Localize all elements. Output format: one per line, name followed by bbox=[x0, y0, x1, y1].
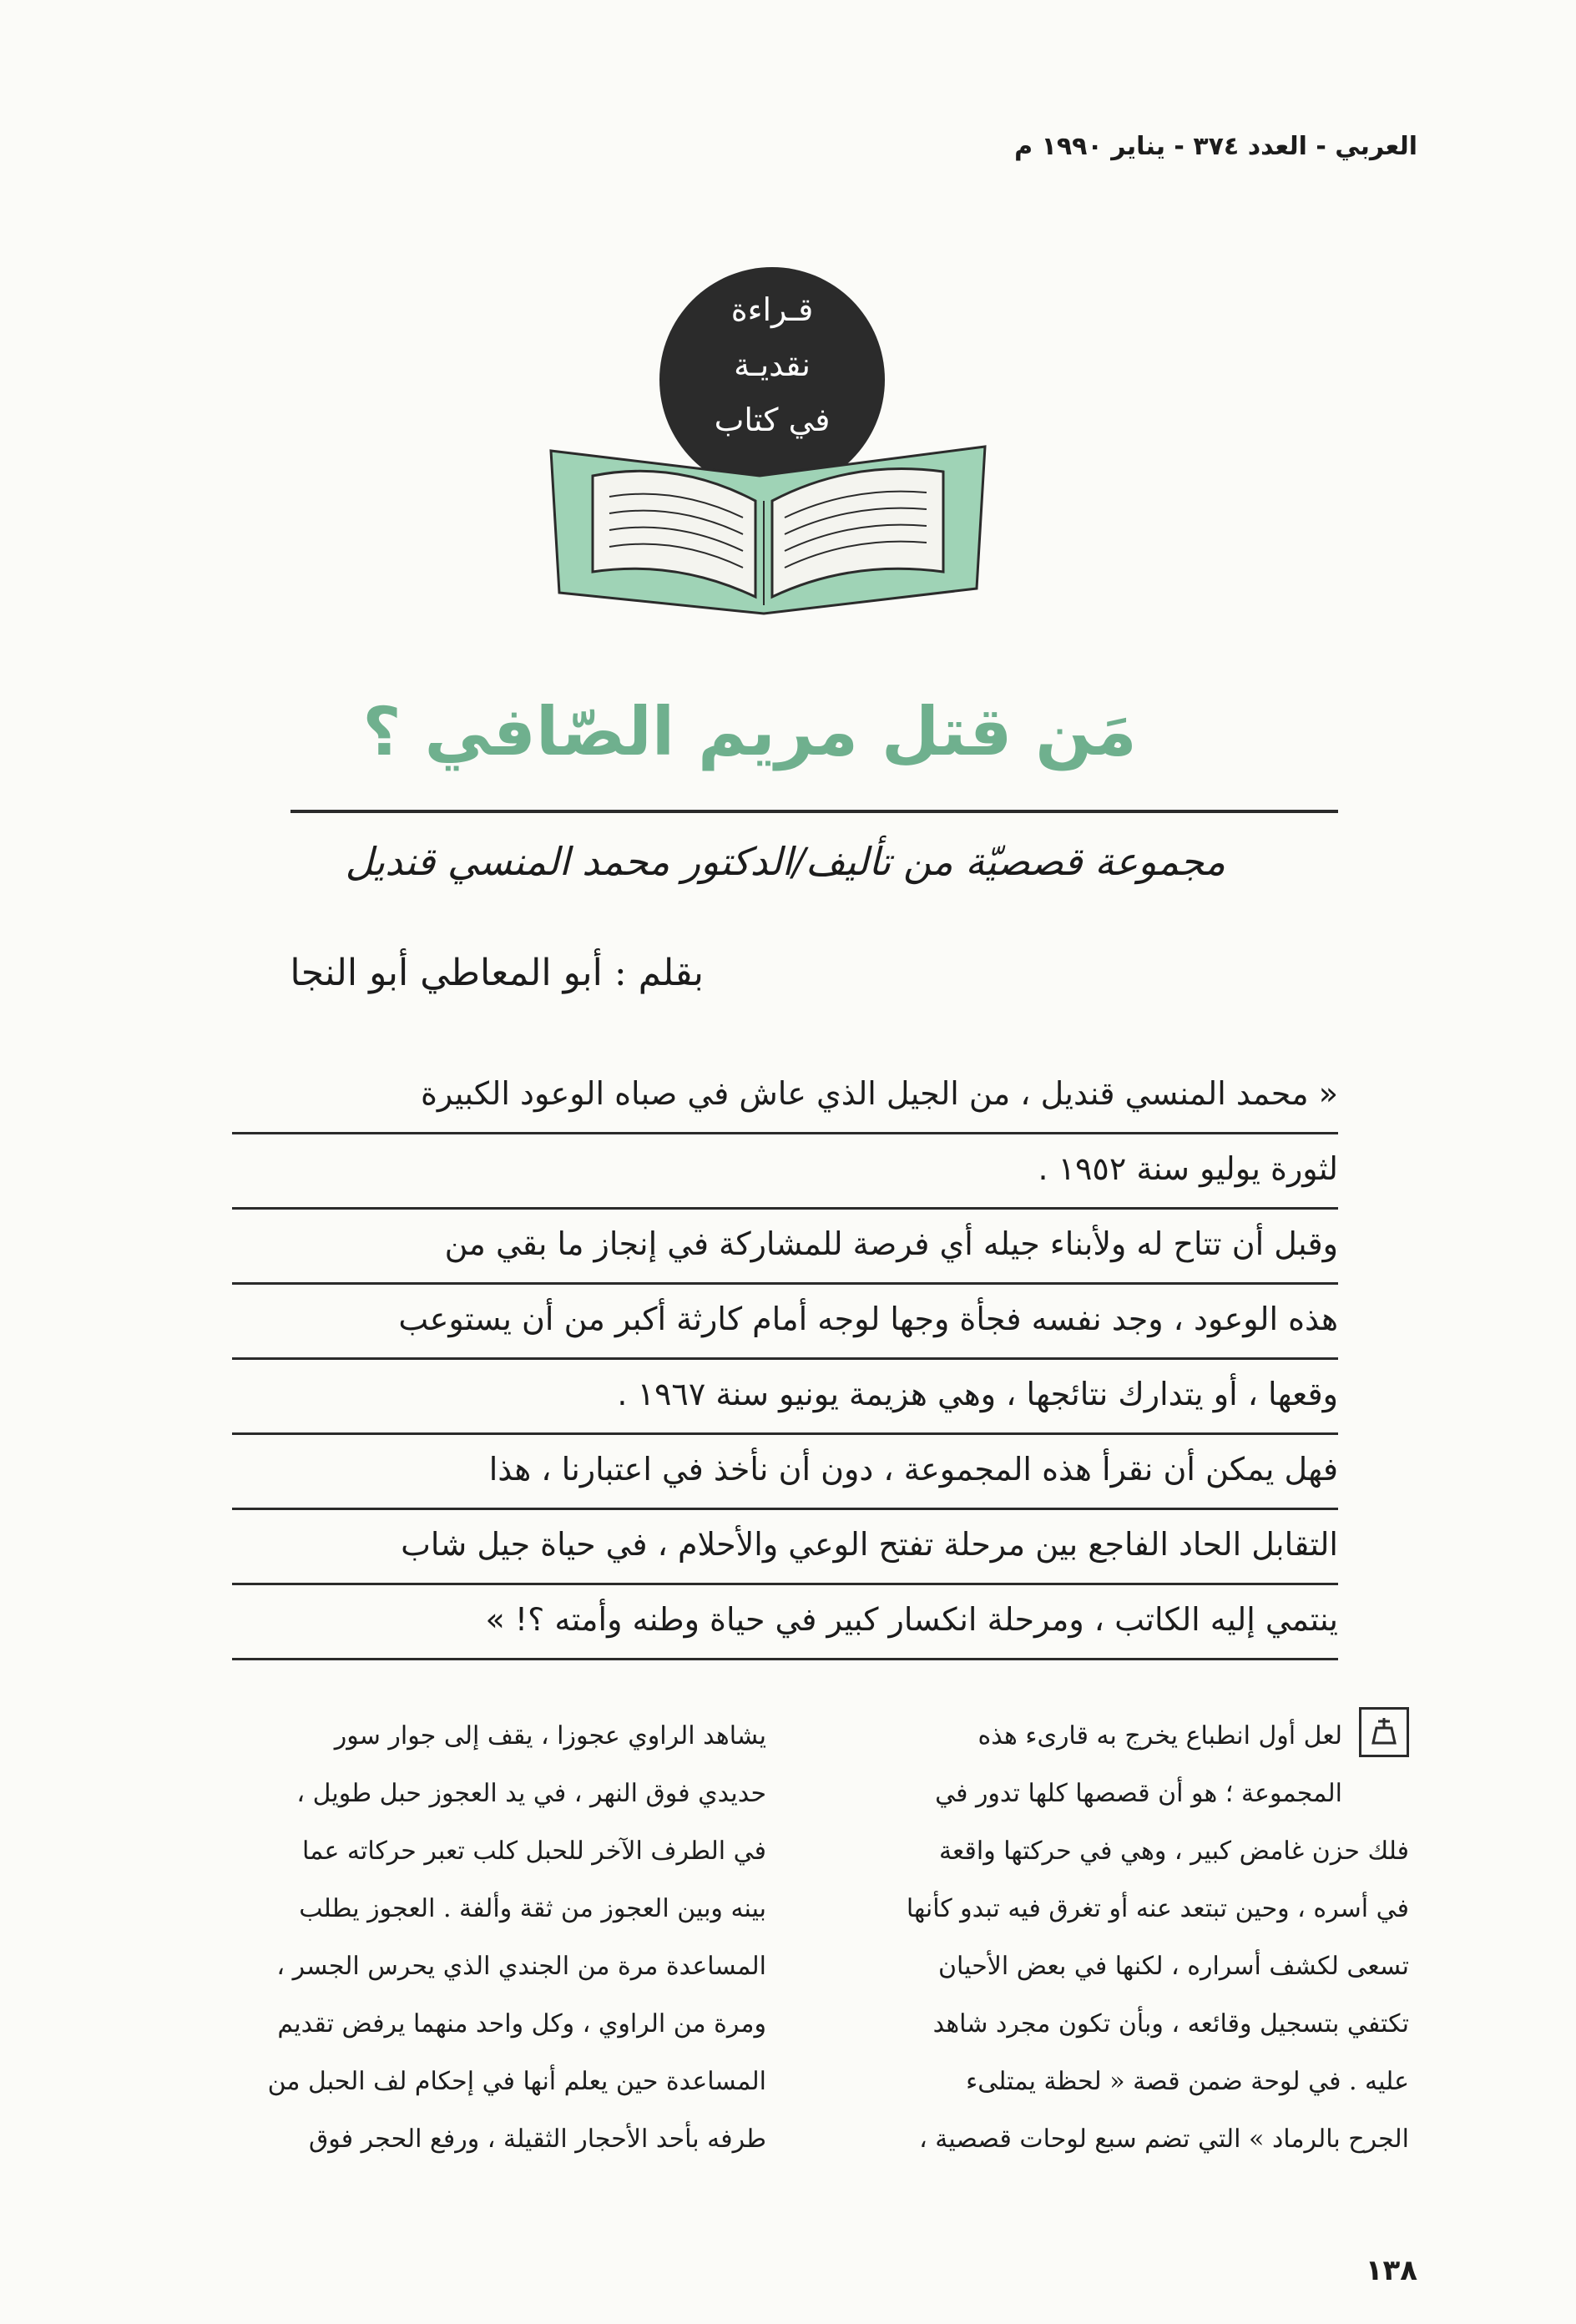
body-column-left bbox=[182, 1707, 766, 2168]
article-title: مَن قتل مريم الصّافي ؟ bbox=[362, 693, 1137, 770]
issue-header: العربي - العدد ٣٧٤ - يناير ١٩٩٠ م bbox=[1014, 132, 1417, 161]
body-line: لعل أول انطباع يخرج به قارىء هذه bbox=[977, 1721, 1342, 1751]
quote-line: فهل يمكن أن نقرأ هذه المجموعة ، دون أن نأخذ في اعتبارنا ، هذا bbox=[488, 1451, 1338, 1488]
body-line: بينه وبين العجوز من ثقة وألفة . العجوز يطلب bbox=[299, 1894, 766, 1923]
badge-text bbox=[659, 282, 885, 447]
quote-line: هذه الوعود ، وجد نفسه فجأة وجها لوجه أمام كارثة أكبر من أن يستوعب bbox=[398, 1301, 1338, 1337]
quote-rule bbox=[232, 1282, 1338, 1285]
quote-rule bbox=[232, 1132, 1338, 1134]
quote-line: « محمد المنسي قنديل ، من الجيل الذي عاش في صباه الوعود الكبيرة bbox=[421, 1075, 1338, 1112]
quote-rule bbox=[232, 1658, 1338, 1660]
badge-line-1: قـراءة bbox=[730, 291, 814, 328]
quote-line: وقبل أن تتاح له ولأبناء جيله أي فرصة للمشاركة في إنجاز ما بقي من bbox=[444, 1225, 1338, 1262]
body-line: تكتفي بتسجيل وقائعه ، وبأن تكون مجرد شاهد bbox=[932, 2009, 1409, 2039]
badge-line-3: في كتاب bbox=[714, 402, 831, 438]
body-line: في الطرف الآخر للحبل كلب تعبر حركاته عما bbox=[301, 1836, 766, 1866]
body-line: ومرة من الراوي ، وكل واحد منهما يرفض تقديم bbox=[277, 2009, 766, 2039]
body-line: طرفه بأحد الأحجار الثقيلة ، ورفع الحجر فوق bbox=[309, 2124, 766, 2154]
open-book-icon bbox=[534, 434, 1002, 626]
quote-rule bbox=[232, 1432, 1338, 1435]
byline: بقلم : أبو المعاطي أبو النجا bbox=[290, 952, 704, 994]
body-line: المجموعة ؛ هو أن قصصها كلها تدور في bbox=[935, 1779, 1342, 1808]
title-divider bbox=[290, 810, 1338, 813]
page-number: ١٣٨ bbox=[1365, 2254, 1417, 2287]
quote-line: لثورة يوليو سنة ١٩٥٢ . bbox=[1038, 1150, 1338, 1187]
quote-line: وقعها ، أو يتدارك نتائجها ، وهي هزيمة يونيو سنة ١٩٦٧ . bbox=[617, 1376, 1338, 1412]
quote-rule bbox=[232, 1357, 1338, 1360]
quote-rule bbox=[232, 1207, 1338, 1210]
section-start-icon bbox=[1359, 1707, 1409, 1757]
body-line: تسعى لكشف أسراره ، لكنها في بعض الأحيان bbox=[938, 1952, 1409, 1981]
body-line: المساعدة حين يعلم أنها في إحكام لف الحبل من bbox=[267, 2067, 766, 2096]
body-line: المساعدة مرة من الجندي الذي يحرس الجسر ، bbox=[276, 1952, 766, 1981]
review-badge bbox=[534, 267, 1002, 626]
body-line: حديدي فوق النهر ، في يد العجوز حبل طويل ، bbox=[296, 1779, 766, 1808]
quote-rule bbox=[232, 1508, 1338, 1510]
article-subtitle: مجموعة قصصيّة من تأليف/الدكتور محمد المنسي قنديل bbox=[345, 839, 1225, 884]
body-column-right bbox=[825, 1707, 1409, 2168]
body-line: يشاهد الراوي عجوزا ، يقف إلى جوار سور bbox=[334, 1721, 766, 1751]
badge-line-2: نقديـة bbox=[734, 346, 811, 383]
body-line: عليه . في لوحة ضمن قصة « لحظة يمتلىء bbox=[966, 2067, 1409, 2096]
quote-rule bbox=[232, 1583, 1338, 1585]
quote-line: ينتمي إليه الكاتب ، ومرحلة انكسار كبير في حياة وطنه وأمته ؟! » bbox=[485, 1601, 1338, 1638]
body-line: فلك حزن غامض كبير ، وهي في حركتها واقعة bbox=[938, 1836, 1409, 1866]
quote-line: التقابل الحاد الفاجع بين مرحلة تفتح الوعي والأحلام ، في حياة جيل شاب bbox=[401, 1526, 1338, 1563]
body-line: في أسره ، وحين تبتعد عنه أو تغرق فيه تبدو كأنها bbox=[906, 1894, 1409, 1923]
body-line: الجرح بالرماد » التي تضم سبع لوحات قصصية ، bbox=[919, 2124, 1409, 2154]
